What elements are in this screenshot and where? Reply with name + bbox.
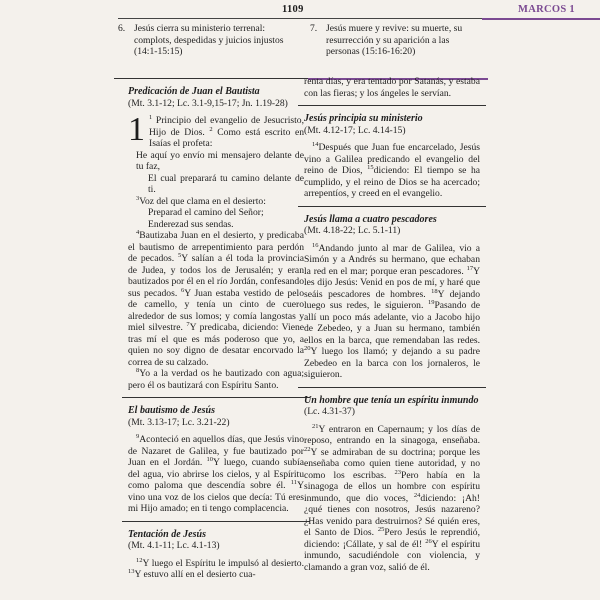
chapter-number: 1 [128, 111, 145, 149]
verse-number: 26 [425, 537, 432, 545]
header-accent-rule [482, 18, 600, 20]
outline-item [310, 23, 482, 58]
left-column [128, 86, 304, 581]
verse-paragraph [128, 368, 304, 391]
verse-number: 12 [136, 556, 143, 564]
verse-text: Bautizaba Juan en el desierto, y predicaba el bautismo de arrepentimiento para perdón de pecados. [128, 230, 304, 265]
verse-number: 13 [128, 568, 135, 576]
verse-paragraph [304, 142, 480, 200]
poetry-line: He aquí yo envío mi mensajero delante de tu faz, [136, 149, 304, 173]
verse-number: 3 [136, 194, 140, 202]
verse-text: Y vino una voz de los cielos que decía: Tú eres mi Hijo amado; en ti tengo complacencia. [128, 480, 304, 515]
section-heading: Predicación de Juan el Bautista [128, 86, 260, 97]
verse-text: Y les dijo Jesús: Venid en pos de mí, y haré que seáis pescadores de hombres. [304, 265, 480, 300]
section-divider [298, 206, 486, 207]
outline-number: 6. [118, 23, 126, 34]
verse-text: Y luego, cuando subía del agua, vio abrirse los cielos, y al Espíritu como paloma que descendía sobre él. [128, 457, 304, 492]
verse-number: 1 [149, 113, 153, 121]
page-number: 1109 [282, 4, 304, 15]
verse-number: 23 [394, 468, 401, 476]
verse-number: 21 [312, 422, 319, 430]
verse-paragraph [128, 434, 304, 515]
verse-number: 20 [304, 345, 311, 352]
verse-text: Y luego el Espíritu le impulsó al desierto. [142, 557, 304, 569]
verse-number: 18 [431, 287, 438, 295]
running-head-book: MARCOS 1 [518, 4, 575, 15]
header-rule [118, 18, 482, 19]
verse-paragraph [128, 230, 304, 368]
verse-paragraph [304, 243, 480, 381]
verse-number: 22 [304, 445, 311, 453]
verse-text: Como está escrito en Isaías el profeta: [149, 126, 304, 150]
poetry-line: Enderezad sus sendas. [148, 218, 234, 230]
cross-references: (Mt. 4.18-22; Lc. 5.1-11) [304, 225, 401, 237]
section-heading: Tentación de Jesús [128, 528, 206, 540]
verse-number: 16 [312, 241, 319, 249]
verse-text: Yo a la verdad os he bautizado con agua; pero él os bautizará con Espíritu Santo. [128, 368, 304, 391]
verse-number: 11 [290, 479, 298, 486]
poetry-line: El cual preparará tu camino delante de ti. [148, 172, 304, 196]
verse-number: 25 [377, 526, 385, 534]
verse-text: diciendo: El tiempo se ha cumplido, y el reino de Dios se ha acercado; arrepentíos, y creed en el evangelio. [304, 165, 481, 200]
verse-number: 5 [178, 251, 182, 259]
verse-text: Y dejando luego sus redes, le siguieron. [304, 288, 480, 312]
cross-references: (Mt. 4.1-11; Lc. 4.1-13) [128, 540, 220, 552]
verse-text: diciendo: ¡Ah! ¿qué tienes con nosotros, Jesús nazareno? ¿Has venido para destruirnos? Sé quién eres, el Santo de Dios. [304, 492, 480, 539]
verse-text: Pero Jesús le reprendió, diciendo: ¡Cállate, y sal de él! [304, 527, 480, 550]
cross-references: (Mt. 4.12-17; Lc. 4.14-15) [304, 124, 406, 136]
verse-text: Y se admiraban de su doctrina; porque les enseñaba como quien tiene autoridad, y no como los escribas. [304, 446, 480, 481]
verse-number: 4 [136, 228, 140, 236]
verse-text: Y el espíritu inmundo, sacudiéndole con violencia, y clamando a gran voz, salió de él. [304, 538, 480, 573]
verse-text: Pero había en la sinagoga de ellos un hombre con espíritu inmundo, que dio voces, [304, 469, 480, 504]
poetry-line [128, 196, 304, 208]
section-divider [122, 397, 310, 398]
verse-number: 15 [367, 163, 374, 171]
verse-number: 9 [136, 433, 140, 440]
outline-text: Jesús muere y revive: su muerte, su resurrección y su aparición a las personas (15:16-16:20) [326, 23, 463, 58]
verse-number: 8 [136, 366, 140, 374]
verse-text: Y estuvo allí en el desierto cua- [134, 569, 256, 581]
verse-number: 7 [186, 320, 190, 328]
section-heading: El bautismo de Jesús [128, 405, 215, 417]
verse-paragraph [304, 424, 480, 574]
verse-text: Pasando de allí un poco más adelante, vio a Jacobo hijo de Zebedeo, y a Juan su hermano, también ellos en la barca, que remendaban las redes. [304, 300, 481, 346]
section-heading: Jesús llama a cuatro pescadores [304, 213, 437, 225]
section-divider [298, 387, 486, 388]
cross-references: (Mt. 3.13-17; Lc. 3.21-22) [128, 416, 230, 428]
verse-number: 10 [206, 456, 214, 463]
verse-text: Voz del que clama en el desierto: [139, 195, 266, 207]
verse-text: Y predicaba, diciendo: Viene tras mí el que es más poderoso que yo, a quien no soy digno de desatar encorvado la correa de su calzado. [128, 322, 305, 368]
verse-text: Y luego los llamó; y dejando a su padre Zebedeo en la barca con los jornaleros, le siguieron. [304, 346, 480, 381]
verse-text: Y Juan estaba vestido de pelo de camello, y tenía un cinto de cuero alrededor de sus lomos; y comía langostas y miel silvestre. [128, 287, 304, 334]
cross-references: (Mt. 3.1-12; Lc. 3.1-9,15-17; Jn. 1.19-28) [128, 97, 288, 109]
section-divider [298, 105, 486, 106]
verse-paragraph [128, 558, 304, 581]
outline-item [118, 23, 298, 58]
verse-number: 17 [466, 264, 474, 272]
outline-text: Jesús cierra su ministerio terrenal: complots, despedidas y juicios injustos (14:1-15:15) [134, 23, 284, 58]
outline-divider [114, 78, 308, 79]
poetry-line: Preparad el camino del Señor; [148, 207, 264, 219]
cross-references: (Lc. 4.31-37) [304, 406, 355, 418]
outline-number: 7. [310, 23, 318, 34]
verse-text: Y salían a él toda la provincia de Judea, y todos los de Jerusalén; y eran bautizados por él en el río Jordán, confesando sus pecados. [128, 253, 304, 299]
section-divider [122, 521, 310, 522]
verse-paragraph [128, 111, 304, 150]
right-column [304, 76, 480, 573]
verse-paragraph-continued: renta días, y era tentado por Satanás, y estaba con las fieras; y los ángeles le servían. [304, 76, 480, 99]
verse-text: Después que Juan fue encarcelado, Jesús vino a Galilea predicando el evangelio del reino de Dios, [304, 142, 480, 177]
section-heading: Un hombre que tenía un espíritu inmundo [304, 394, 479, 406]
verse-text: Y entraron en Capernaum; y los días de reposo, entrando en la sinagoga, enseñaba. [304, 423, 480, 447]
verse-number: 2 [209, 125, 213, 133]
verse-number: 19 [427, 299, 435, 306]
verse-text: Aconteció en aquellos días, que Jesús vino de Nazaret de Galilea, y fue bautizado por Juan en el Jordán. [128, 434, 304, 469]
verse-number: 14 [312, 140, 319, 148]
section-heading: Jesús principia su ministerio [304, 113, 423, 124]
verse-text: Principio del evangelio de Jesucristo, Hijo de Dios. [149, 115, 304, 138]
verse-text: Andando junto al mar de Galilea, vio a Simón y a Andrés su hermano, que echaban la red en el mar; porque eran pescadores. [304, 242, 480, 277]
verse-number: 6 [180, 286, 185, 294]
verse-number: 24 [413, 491, 421, 499]
